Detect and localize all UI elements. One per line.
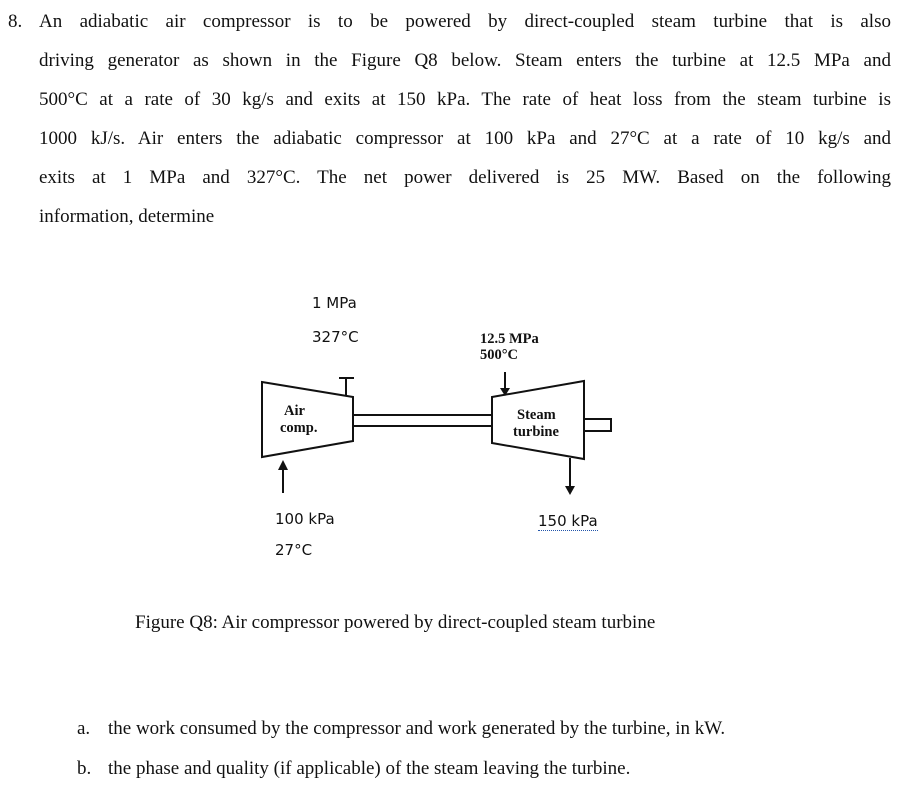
compressor-inlet-arrowhead [278,460,288,470]
compressor-label-line2: comp. [280,420,318,436]
figure-caption: Figure Q8: Air compressor powered by direct-coupled steam turbine [135,612,656,633]
task-a-text: the work consumed by the compressor and work generated by the turbine, in kW. [108,718,726,739]
task-b-text: the phase and quality (if applicable) of the steam leaving the turbine. [108,758,631,779]
compressor-inlet-temp-label: 27°C [275,541,313,559]
turbine-inlet-temp-label: 500°C [480,347,519,363]
turbine-label-line1: Steam [517,407,556,423]
question-line-3: 500°C at a rate of 30 kg/s and exits at 150 kPa. The rate of heat loss from the steam turbine is [39,89,891,110]
question-line-1: An adiabatic air compressor is to be powered by direct-coupled steam turbine that is also [39,11,891,32]
compressor-label-line1: Air [284,403,305,419]
question-line-5: exits at 1 MPa and 327°C. The net power delivered is 25 MW. Based on the following [39,167,891,188]
generator-shaft [584,419,611,431]
task-a-letter: a. [77,718,91,739]
turbine-outlet-arrowhead [565,486,575,495]
compressor-outlet-temp-label: 327°C [312,328,359,346]
task-b-letter: b. [77,758,92,779]
question-line-6: information, determine [39,206,215,227]
question-line-4: 1000 kJ/s. Air enters the adiabatic compressor at 100 kPa and 27°C at a rate of 10 kg/s and [39,128,891,149]
turbine-inlet-pressure-label: 12.5 MPa [480,331,539,347]
compressor-inlet-pressure-label: 100 kPa [275,510,335,528]
question-line-2: driving generator as shown in the Figure Q8 below. Steam enters the turbine at 12.5 MPa and [39,50,891,71]
turbine-outlet-pressure-label: 150 kPa [538,512,598,530]
question-number: 8. [8,11,23,32]
compressor-outlet-pressure-label: 1 MPa [312,294,357,312]
turbine-label-line2: turbine [513,424,559,440]
